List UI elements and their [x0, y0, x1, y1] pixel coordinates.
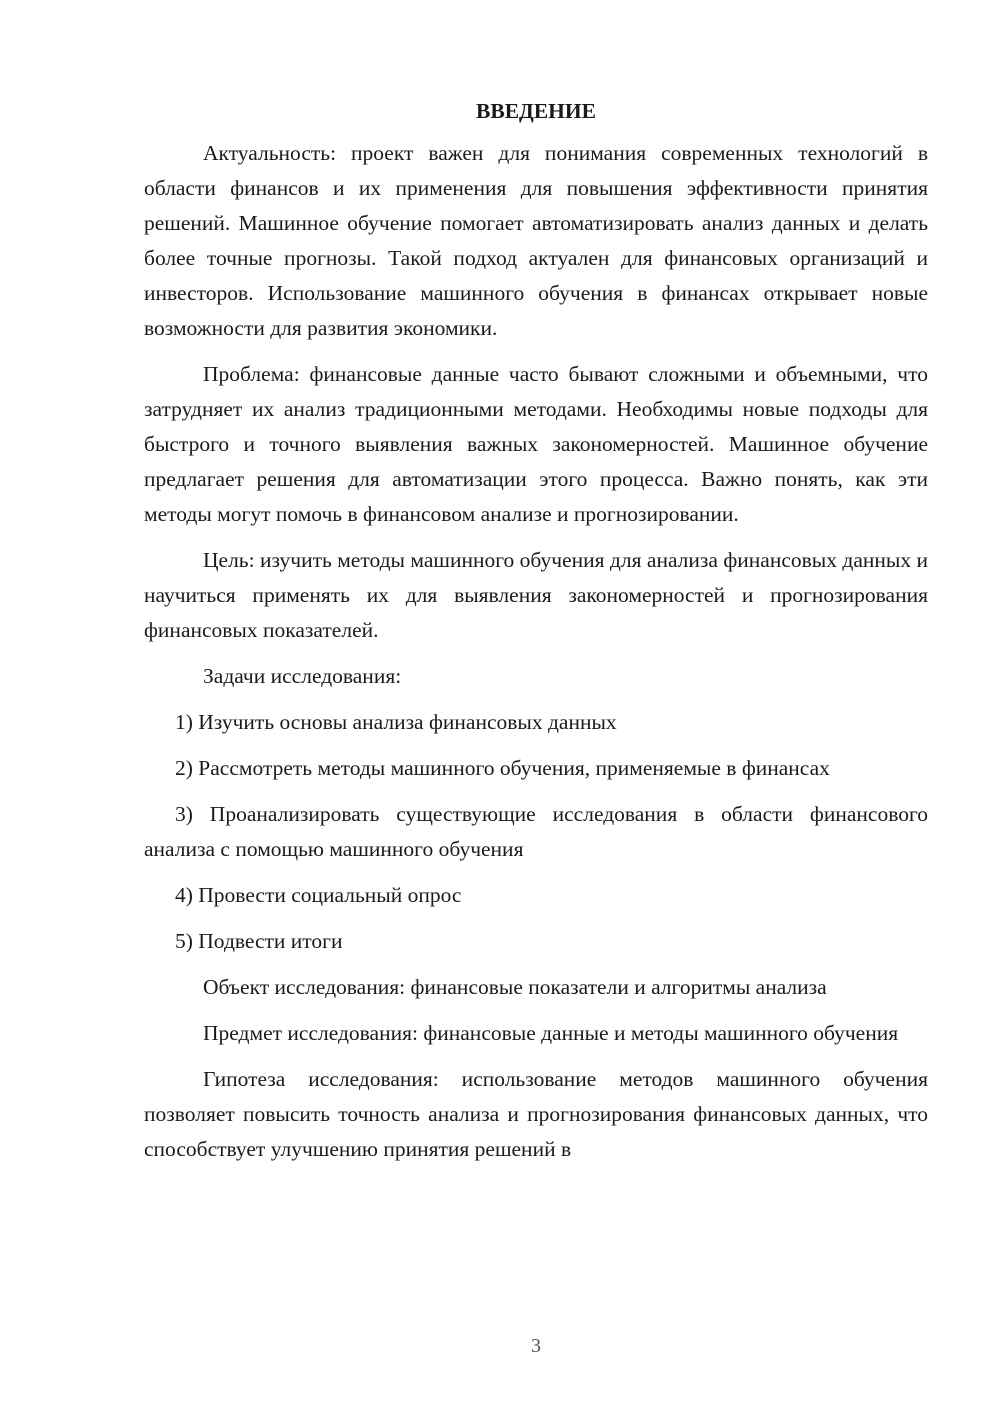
page-number: 3: [531, 1335, 541, 1357]
paragraph-problem: Проблема: финансовые данные часто бывают сложными и объемными, что затрудняет их анализ традиционными методами. Необходимы новые подходы для быстрого и точного выявления важных закономерностей. Машинное обучение предлагает решения для автоматизации этого процесса. Важно понять, как эти методы могут помочь в финансовом анализе и прогнозировании.: [144, 362, 928, 526]
task-list: [144, 705, 928, 959]
section-title: ВВЕДЕНИЕ: [476, 99, 596, 123]
task-item-3: 3) Проанализировать существующие исследования в области финансового анализа с помощью машинного обучения: [144, 802, 928, 861]
paragraph-object: Объект исследования: финансовые показатели и алгоритмы анализа: [203, 975, 827, 999]
task-item-4: 4) Провести социальный опрос: [175, 883, 462, 907]
paragraph-subject: Предмет исследования: финансовые данные и методы машинного обучения: [203, 1021, 899, 1045]
paragraph-relevance: Актуальность: проект важен для понимания современных технологий в области финансов и их применения для повышения эффективности принятия решений. Машинное обучение помогает автоматизировать анализ данных и делать более точные прогнозы. Такой подход актуален для финансовых организаций и инвесторов. Использование машинного обучения в финансах открывает новые возможности для развития экономики.: [144, 141, 928, 340]
paragraph-hypothesis: Гипотеза исследования: использование методов машинного обучения позволяет повысить точность анализа и прогнозирования финансовых данных, что способствует улучшению принятия решений в: [144, 1067, 928, 1161]
task-item-2: 2) Рассмотреть методы машинного обучения, применяемые в финансах: [175, 756, 830, 780]
tasks-heading: Задачи исследования:: [203, 664, 402, 688]
task-item-5: 5) Подвести итоги: [175, 929, 343, 953]
document-body: [144, 96, 928, 1178]
task-item-1: 1) Изучить основы анализа финансовых данных: [175, 710, 617, 734]
paragraph-goal: Цель: изучить методы машинного обучения для анализа финансовых данных и научиться применять их для выявления закономерностей и прогнозирования финансовых показателей.: [144, 548, 928, 642]
